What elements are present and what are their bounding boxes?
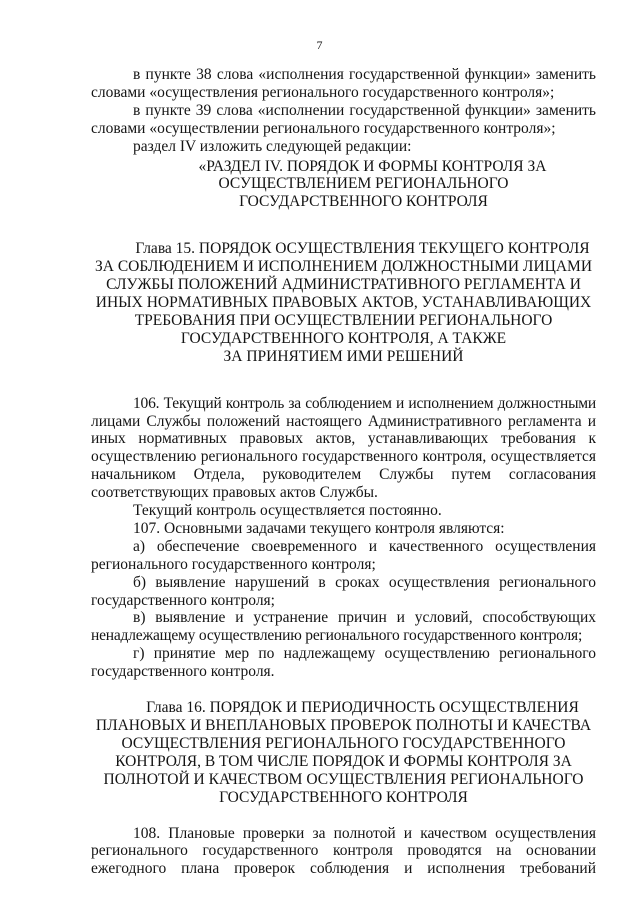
heading-line: ТРЕБОВАНИЯ ПРИ ОСУЩЕСТВЛЕНИИ РЕГИОНАЛЬНОГО (134, 311, 553, 329)
heading-line: ОСУЩЕСТВЛЕНИЯ РЕГИОНАЛЬНОГО ГОСУДАРСТВЕННОГО (121, 734, 566, 752)
paragraph-item-38 (91, 66, 596, 102)
heading-line: ПОЛНОТОЙ И КАЧЕСТВОМ ОСУЩЕСТВЛЕНИЯ РЕГИОНАЛЬНОГО (103, 770, 584, 788)
paragraph-continuous (91, 502, 596, 520)
text-line: а) обеспечение своевременного и качественного осуществления (133, 537, 596, 555)
intro-block (91, 66, 596, 156)
chapter15-heading (91, 240, 596, 365)
text-line: в пункте 38 слова «исполнения государственной функции» заменить (133, 66, 596, 83)
spacer (91, 211, 596, 229)
paragraph-107b (91, 574, 596, 610)
text-line: словами «осуществления регионального государственного контроля»; (91, 83, 555, 101)
chapter15-body (91, 395, 596, 682)
text-line: г) принятие мер по надлежащему осуществлению регионального (133, 645, 596, 663)
text-line: государственного контроля; (91, 591, 275, 609)
chapter16-body (91, 825, 596, 879)
text-line: Текущий контроль осуществляется постоянно. (133, 502, 442, 520)
text-line: осуществлению регионального государственного контроля, осуществляется (91, 448, 596, 466)
text-line: регионального государственного контроля; (91, 555, 376, 573)
paragraph-107c (91, 609, 596, 645)
text-line: ненадлежащему осуществлению регионального государственного контроля; (91, 627, 583, 645)
paragraph-108 (91, 825, 596, 879)
spacer (91, 681, 596, 699)
text-line: ежегодного плана проверок соблюдения и исполнения требований (91, 860, 596, 878)
spacer (91, 384, 596, 395)
text-line: иных нормативных правовых актов, устанавливающих требования к (91, 430, 596, 448)
section-heading (91, 158, 596, 212)
heading-line: Глава 15. ПОРЯДОК ОСУЩЕСТВЛЕНИЯ ТЕКУЩЕГО КОНТРОЛЯ (135, 240, 590, 258)
text-line: в) выявление и устранение причин и условий, способствующих (133, 609, 596, 627)
document-content (91, 66, 596, 878)
text-line: раздел IV изложить следующей редакции: (133, 137, 412, 155)
heading-line: ГОСУДАРСТВЕННОГО КОНТРОЛЯ (219, 788, 468, 806)
text-line: 106. Текущий контроль за соблюдением и исполнением должностными (133, 394, 596, 412)
text-line: 108. Плановые проверки за полнотой и качеством осуществления (133, 824, 596, 842)
text-line: словами «осуществлении регионального государственного контроля»; (91, 119, 556, 137)
heading-line: ЗА СОБЛЮДЕНИЕМ И ИСПОЛНЕНИЕМ ДОЛЖНОСТНЫМИ ЛИЦАМИ (94, 258, 593, 276)
heading-line: «РАЗДЕЛ IV. ПОРЯДОК И ФОРМЫ КОНТРОЛЯ ЗА (198, 157, 547, 175)
text-line: начальником Отдела, руководителем Службы путем согласования (91, 466, 596, 484)
heading-line: ОСУЩЕСТВЛЕНИЕМ РЕГИОНАЛЬНОГО (218, 175, 509, 193)
heading-line: ЗА ПРИНЯТИЕМ ИМИ РЕШЕНИЙ (223, 347, 464, 365)
spacer (91, 229, 596, 240)
text-line: б) выявление нарушений в сроках осуществления регионального (133, 573, 596, 591)
paragraph-section-intro (91, 138, 596, 156)
paragraph-item-39 (91, 102, 596, 138)
paragraph-107 (91, 520, 596, 538)
spacer (91, 807, 596, 825)
page-number: 7 (316, 38, 323, 52)
paragraph-107a (91, 538, 596, 574)
heading-line: КОНТРОЛЯ, В ТОМ ЧИСЛЕ ПОРЯДОК И ФОРМЫ КОНТРОЛЯ ЗА (115, 752, 572, 770)
text-line: государственного контроля. (91, 663, 275, 681)
text-line: лицами Службы положений настоящего Административного регламента и (91, 412, 596, 430)
text-line: 107. Основными задачами текущего контроля являются: (133, 519, 505, 537)
heading-line: ГОСУДАРСТВЕННОГО КОНТРОЛЯ, А ТАКЖЕ (180, 329, 507, 347)
paragraph-106 (91, 395, 596, 502)
heading-line: ПЛАНОВЫХ И ВНЕПЛАНОВЫХ ПРОВЕРОК ПОЛНОТЫ И КАЧЕСТВА (95, 717, 592, 734)
heading-line: ИНЫХ НОРМАТИВНЫХ ПРАВОВЫХ АКТОВ, УСТАНАВЛИВАЮЩИХ (95, 293, 592, 311)
chapter16-heading (91, 699, 596, 806)
paragraph-107d (91, 645, 596, 681)
text-line: в пункте 39 слова «исполнении государственной функции» заменить (133, 101, 596, 119)
text-line: соответствующих правовых актов Службы. (91, 484, 378, 502)
spacer (91, 366, 596, 384)
heading-line: Глава 16. ПОРЯДОК И ПЕРИОДИЧНОСТЬ ОСУЩЕСТВЛЕНИЯ (146, 699, 579, 717)
heading-line: СЛУЖБЫ ПОЛОЖЕНИЙ АДМИНИСТРАТИВНОГО РЕГЛАМЕНТА И (106, 276, 581, 294)
text-line: регионального государственного контроля проводятся на основании (91, 842, 596, 860)
heading-line: ГОСУДАРСТВЕННОГО КОНТРОЛЯ (239, 193, 488, 211)
